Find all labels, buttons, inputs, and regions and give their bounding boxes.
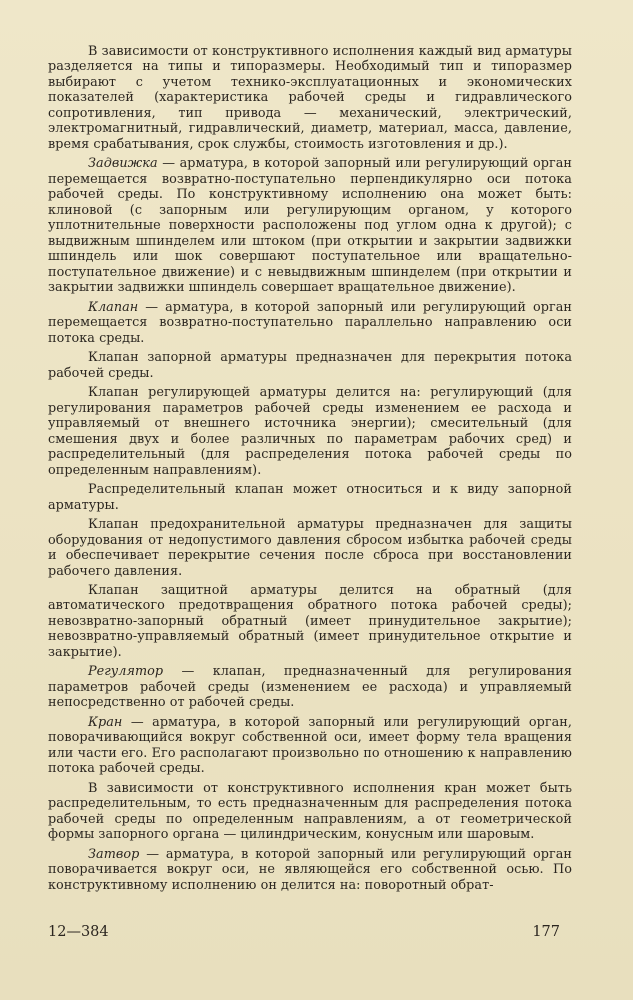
paragraph-text: Клапан запорной арматуры предназначен для перекрытия потока рабочей среды. [48, 350, 572, 381]
paragraph-text: — арматура, в которой запорный или регулирующий орган перемещается возвратно-поступательно параллельно направлению оси потока среды. [48, 299, 572, 346]
paragraph [48, 482, 572, 513]
paragraph [48, 847, 572, 893]
paragraph [48, 583, 572, 660]
paragraph [48, 664, 572, 710]
paragraph-text: — арматура, в которой запорный или регулирующий орган, поворачивающийся вокруг собственной оси, имеет форму тела вращения или части его. Его располагают произвольно по отношению к направлению потока рабочей среды. [48, 714, 572, 777]
paragraph-text: Распределительный клапан может относиться и к виду запорной арматуры. [48, 482, 572, 513]
paragraph-text: — клапан, предназначенный для регулирования параметров рабочей среды (изменением ее расхода) и управляемый непосредственно от рабочей среды. [48, 664, 572, 711]
page-footer [48, 924, 572, 948]
paragraph-text: Клапан регулирующей арматуры делится на: регулирующий (для регулирования параметров рабочей среды изменением ее расхода и управляемый от внешнего источника энергии); смесительный (для смешения двух и более различных по параметрам рабочих сред) и распределительный (для распределения потока рабочей среды по определенным направлениям). [48, 385, 572, 478]
paragraph-text: — арматура, в которой запорный или регулирующий орган поворачивается вокруг оси, не являющейся его собственной осью. По конструктивному исполнению он делится на: поворотный обрат- [48, 846, 572, 893]
defined-term: Клапан [88, 299, 139, 315]
paragraph-text: В зависимости от конструктивного исполнения кран может быть распределительным, то есть предназначенным для распределения потока рабочей среды по определенным направлениям, а от геометрической формы запорного органа — цилиндрическим, конусным или шаровым. [48, 780, 572, 843]
paragraph [48, 385, 572, 478]
paragraph [48, 44, 572, 152]
defined-term: Затвор [88, 846, 140, 862]
paragraph-text: — арматура, в которой запорный или регулирующий орган перемещается возвратно-поступательно перпендикулярно оси потока рабочей среды. По конструктивному исполнению она может быть: клиновой (с запорным или регулирующим органом, у которого уплотнительные поверхности расположены под углом одна к другой); с выдвижным шпинделем или штоком (при открытии и закрытии задвижки шпиндель или шок совершают поступательное или вращательно-поступательное движение) и с невыдвижным шпинделем (при открытии и закрытии задвижки шпиндель совершает вращательное движение). [48, 156, 572, 296]
page-number: 177 [532, 924, 560, 940]
paragraph-text: Клапан защитной арматуры делится на обратный (для автоматического предотвращения обратного потока рабочей среды); невозвратно-запорный обратный (имеет принудительное закрытие); невозвратно-управляемый обратный (имеет принудительное открытие и закрытие). [48, 582, 572, 660]
paragraph [48, 715, 572, 777]
paragraph [48, 517, 572, 579]
defined-term: Задвижка [88, 156, 158, 172]
paragraph-text: В зависимости от конструктивного исполнения каждый вид арматуры разделяется на типы и типоразмеры. Необходимый тип и типоразмер выбирают с учетом технико-эксплуатационных и экономических показателей (характеристика рабочей среды и гидравлического сопротивления, тип привода — механический, электрический, электромагнитный, гидравлический, диаметр, материал, масса, давление, время срабатывания, срок службы, стоимость изготовления и др.). [48, 44, 572, 152]
defined-term: Кран [88, 714, 123, 730]
paragraph [48, 781, 572, 843]
printer-signature: 12—384 [48, 924, 109, 940]
paragraph [48, 156, 572, 295]
defined-term: Регулятор [88, 664, 164, 680]
paragraph [48, 300, 572, 346]
paragraph [48, 350, 572, 381]
page-text [48, 44, 572, 897]
paragraph-text: Клапан предохранительной арматуры предназначен для защиты оборудования от недопустимого давления сбросом избытка рабочей среды и обеспечивает перекрытие сечения после сброса при восстановлении рабочего давления. [48, 517, 572, 579]
